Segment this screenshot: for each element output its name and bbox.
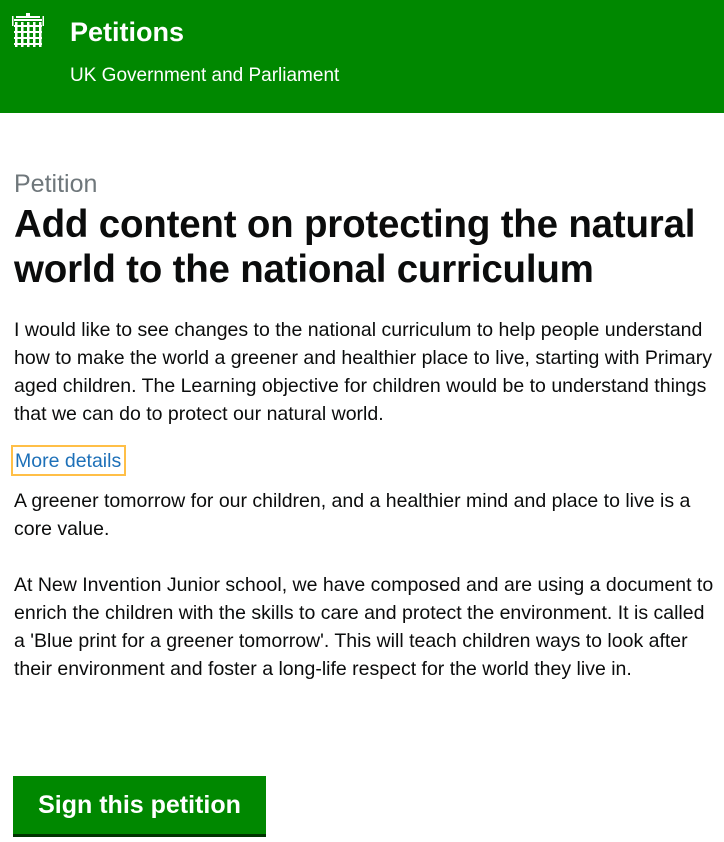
more-details-link[interactable]: More details <box>11 445 126 476</box>
details-paragraph: At New Invention Junior school, we have composed and are using a document to enrich the children with the skills to care and protect the environment. It is called a 'Blue print for a greener tomorrow'. This will teach children ways to look after their environment and foster a long-life respect for the world they live in. <box>14 574 714 680</box>
site-title-link[interactable]: Petitions <box>70 17 185 47</box>
sign-petition-button[interactable]: Sign this petition <box>13 776 266 834</box>
petition-summary: I would like to see changes to the national curriculum to help people understand how to make the world a greener and healthier place to live, starting with Primary aged children. The Learning objective for children would be to understand things that we can do to protect our natural world. <box>14 319 713 425</box>
site-header <box>0 0 724 113</box>
petition-title: Add content on protecting the natural world to the national curriculum <box>14 203 696 291</box>
more-details-container <box>14 445 714 477</box>
site-subtitle: UK Government and Parliament <box>70 65 340 86</box>
page-kicker: Petition <box>14 170 98 198</box>
portcullis-icon <box>12 13 44 49</box>
petition-content <box>14 168 714 683</box>
details-paragraph: A greener tomorrow for our children, and a healthier mind and place to live is a core value. <box>14 490 691 540</box>
paragraph-spacer <box>14 543 714 571</box>
